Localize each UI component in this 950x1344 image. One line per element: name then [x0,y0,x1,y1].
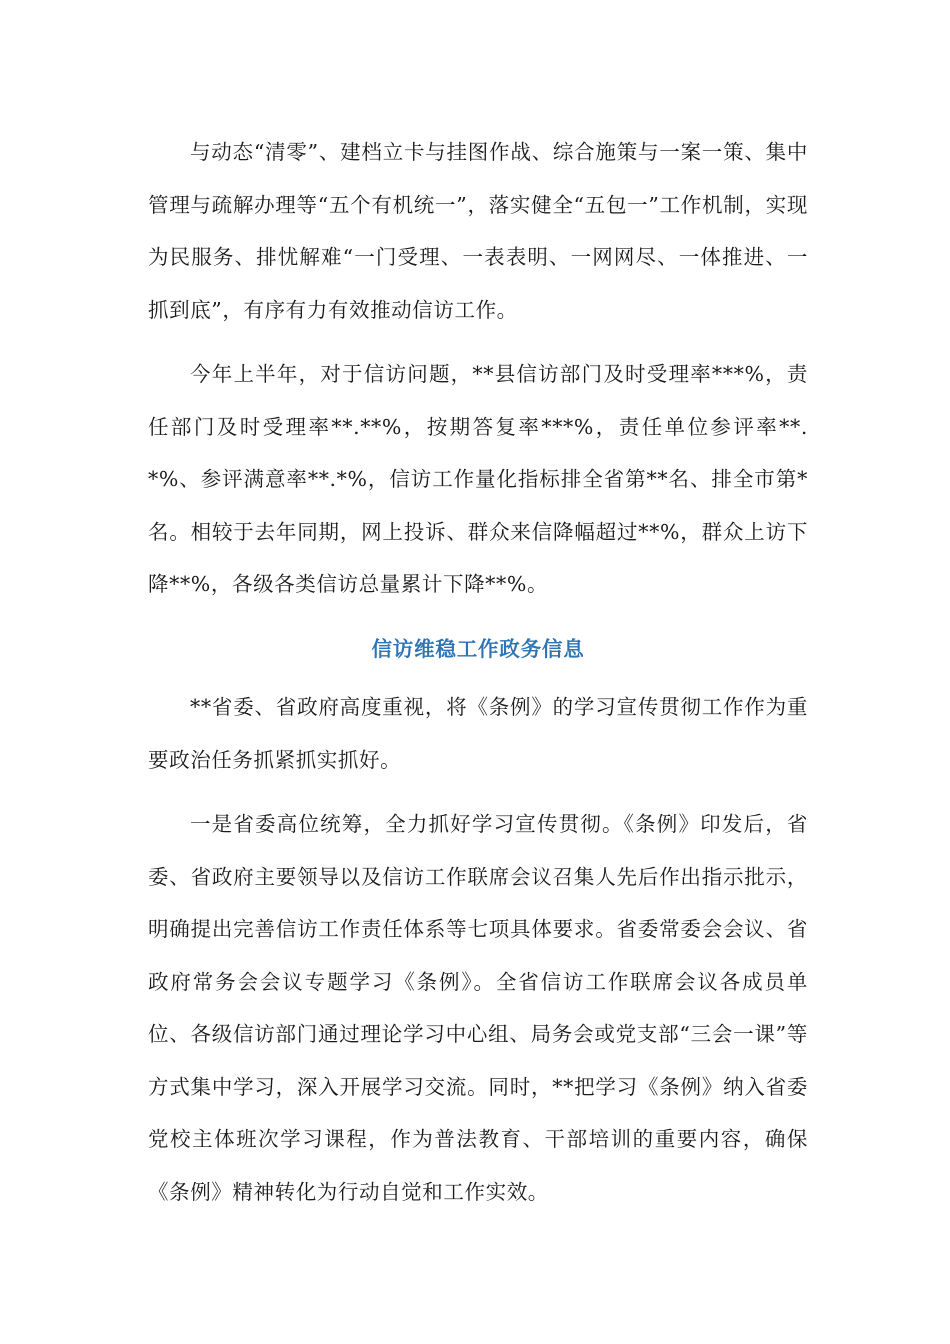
section-paragraph-intro: **省委、省政府高度重视，将《条例》的学习宣传贯彻工作作为重要政治任务抓紧抓实抓好。 [148,695,808,772]
body-paragraph-statistics: 今年上半年，对于信访问题，**县信访部门及时受理率***%，责任部门及时受理率**.**%，按期答复率***%，责任单位参评率**.*%、参评满意率**.*%，信访工作量化指标排全省第**名、排全市第*名。相较于去年同期，网上投诉、群众来信降幅超过**%，群众上访下降**%，各级各类信访总量累计下降**%。 [148,362,808,596]
section-paragraph-first-point: 一是省委高位统筹，全力抓好学习宣传贯彻。《条例》印发后，省委、省政府主要领导以及信访工作联席会议召集人先后作出指示批示，明确提出完善信访工作责任体系等七项具体要求。省委常委会会议、省政府常务会会议专题学习《条例》。全省信访工作联席会议各成员单位、各级信访部门通过理论学习中心组、局务会或党支部“三会一课”等方式集中学习，深入开展学习交流。同时，**把学习《条例》纳入省委党校主体班次学习课程，作为普法教育、干部培训的重要内容，确保《条例》精神转化为行动自觉和工作实效。 [148,812,808,1204]
section-title: 信访维稳工作政务信息 [371,636,585,661]
body-paragraph-continuation: 与动态“清零”、建档立卡与挂图作战、综合施策与一案一策、集中管理与疏解办理等“五个有机统一”，落实健全“五包一”工作机制，实现为民服务、排忧解难“一门受理、一表表明、一网网尽、一体推进、一抓到底”，有序有力有效推动信访工作。 [148,140,808,322]
document-page [148,126,808,1218]
